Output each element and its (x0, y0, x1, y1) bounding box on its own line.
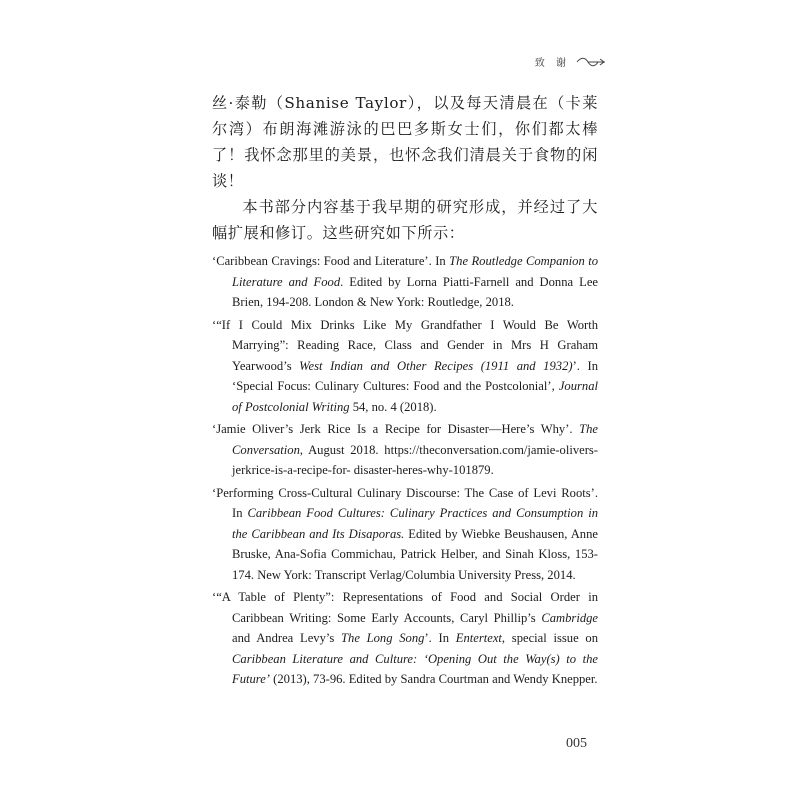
reference-text: ‘“If I Could Mix Drinks Like My Grandfather I Would Be Worth Marrying”: Reading Race, Class and Gender in Mrs H Graham Yearwood’s (212, 317, 598, 373)
main-text (212, 90, 598, 692)
reference-title-italic: West Indian and Other Recipes (1911 and 1932) (299, 358, 573, 373)
running-head (535, 54, 606, 69)
reference-list (212, 251, 598, 690)
reference-title-italic: Cambridge (541, 610, 598, 625)
reference-entry (212, 251, 598, 313)
reference-text: 54, no. 4 (2018). (349, 399, 437, 414)
reference-text: Edited by Wiebke Beushausen, Anne Bruske, Ana-Sofia Commichau, Patrick Helber, and Sinah Kloss, 153-174. New York: Transcript Verlag/Columbia University Press, 2014. (232, 526, 598, 582)
page-number: 005 (566, 736, 587, 751)
reference-title-italic: The Long Song (341, 631, 425, 645)
reference-title-italic: Caribbean Literature and Culture: ‘Opening Out the Way(s) to the Future’ (232, 651, 598, 686)
reference-title-italic: Entertext (455, 631, 502, 645)
reference-title-italic: The Conversation (232, 422, 598, 457)
reference-text: ‘“A Table of Plenty”: Representations of Food and Social Order in Caribbean Writing: Some Early Accounts, Caryl Phillip’s (212, 590, 598, 625)
reference-text: . Edited by Lorna Piatti-Farnell and Donna Lee Brien, 194-208. London & New York: Routledge, 2018. (232, 274, 599, 309)
reference-text: ‘Jamie Oliver’s Jerk Rice Is a Recipe for Disaster—Here’s Why’. (212, 422, 580, 436)
running-head-title: 致 谢 (534, 58, 570, 69)
reference-title-italic: The Routledge Companion to Literature and Food (232, 254, 598, 289)
reference-title-italic: Caribbean Food Cultures: Culinary Practices and Consumption in the Caribbean and Its Disaporas. (232, 506, 599, 541)
reference-text: and Andrea Levy’s (232, 631, 342, 645)
reference-entry (212, 587, 598, 690)
paragraph-acknowledgement-continued: 丝·泰勒（Shanise Taylor），以及每天清晨在（卡莱尔湾）布朗海滩游泳的巴巴多斯女士们，你们都太棒了！我怀念那里的美景，也怀念我们清晨关于食物的闲谈！ (212, 94, 598, 190)
paragraph-earlier-research: 本书部分内容基于我早期的研究形成，并经过了大幅扩展和修订。这些研究如下所示： (212, 198, 598, 242)
reference-title-italic: Journal of Postcolonial Writing (232, 379, 598, 414)
reference-text: ‘Performing Cross-Cultural Culinary Discourse: The Case of Levi Roots’. In (212, 485, 598, 520)
reference-text: ‘Caribbean Cravings: Food and Literature’. In (212, 254, 450, 268)
reference-text: , August 2018. https://theconversation.com/jamie-olivers-jerkrice-is-a-recipe-for- disaster-heres-why-101879. (232, 442, 598, 477)
reference-text: , special issue on (501, 631, 598, 645)
reference-entry (212, 419, 598, 481)
reference-text: (2013), 73-96. Edited by Sandra Courtman and Wendy Knepper. (270, 672, 598, 686)
reference-text: ’. In ‘Special Focus: Culinary Cultures: Food and the Postcolonial’, (232, 358, 598, 393)
reference-entry (212, 315, 598, 418)
reference-text: ’. In (424, 631, 456, 645)
flourish-ornament-icon (576, 56, 606, 68)
reference-entry (212, 483, 598, 586)
